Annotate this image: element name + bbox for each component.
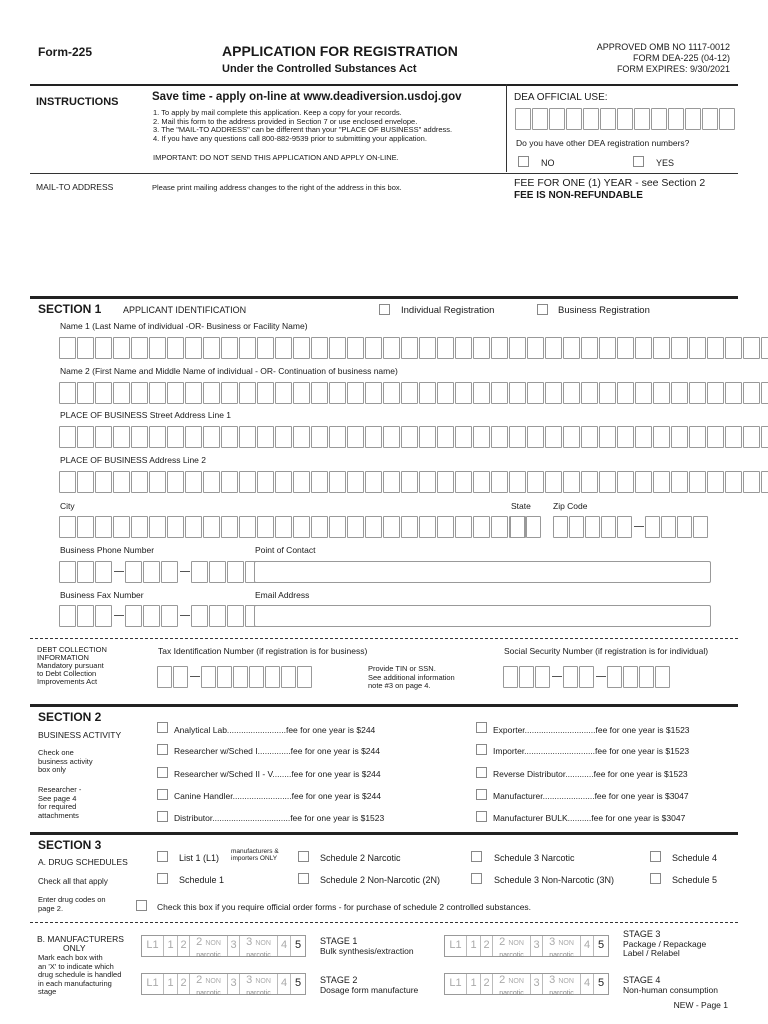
manufacturers-divider [30, 922, 738, 923]
sched1-label: Schedule 1 [179, 875, 225, 885]
distributor-label: Distributor.................................fee for one year is $1523 [174, 813, 385, 823]
grid-cell-3n-non: NON [558, 978, 574, 985]
grid-cell-2n-num: 2 [196, 936, 203, 948]
grid-cell-2[interactable]: 2 [481, 936, 493, 956]
researcher-sched1-label: Researcher w/Sched I..............fee for one year is $244 [174, 746, 380, 756]
mfr-heading-line: B. MANUFACTURERS [37, 934, 124, 944]
importer-label: Importer..............................fee for one year is $1523 [493, 746, 690, 756]
grid-cell-2n-non: NON [205, 940, 221, 947]
section2-heading: SECTION 2 [38, 710, 102, 724]
grid-cell-3n-num: 3 [246, 974, 253, 986]
manufacturer-label: Manufacturer......................fee for one year is $3047 [493, 791, 689, 801]
stage1-schedule-grid[interactable] [141, 935, 306, 957]
reverse-distributor-label: Reverse Distributor............fee for one year is $1523 [493, 769, 688, 779]
list1-note-line: manufacturers & [231, 848, 279, 855]
grid-cell-3n-non: NON [255, 978, 271, 985]
manufacturer-bulk-label: Manufacturer BULK..........fee for one year is $3047 [493, 813, 686, 823]
grid-cell-2[interactable]: 2 [178, 974, 190, 994]
business-registration-checkbox[interactable] [537, 304, 548, 315]
grid-cell-2n[interactable] [493, 974, 531, 997]
sched4-label: Schedule 4 [672, 853, 718, 863]
researcher-sched1-checkbox[interactable] [157, 744, 168, 755]
stage2-schedule-grid[interactable] [141, 973, 306, 995]
grid-cell-3n-non: NON [255, 940, 271, 947]
stage3-desc: Label / Relabel [623, 948, 680, 958]
grid-cell-3n-non: NON [558, 940, 574, 947]
omb-number: APPROVED OMB NO 1117-0012 [596, 42, 730, 52]
grid-cell-3n[interactable] [240, 974, 278, 997]
address1-label: PLACE OF BUSINESS Street Address Line 1 [60, 410, 232, 420]
check-note-line: box only [38, 765, 66, 774]
state-label: State [511, 501, 531, 511]
mfr-heading-line: ONLY [63, 942, 86, 953]
grid-cell-5[interactable]: 5 [597, 939, 605, 951]
stage3-title: STAGE 3 [623, 929, 661, 939]
check-note-line: Check one [38, 748, 74, 757]
stage2-desc: Dosage form manufacture [320, 984, 419, 995]
individual-registration-label: Individual Registration [401, 305, 495, 316]
manufacturer-bulk-checkbox[interactable] [476, 811, 487, 822]
exporter-label: Exporter..............................fee for one year is $1523 [493, 725, 690, 735]
list1-label: List 1 (L1) [179, 853, 220, 863]
section2-check-note [38, 749, 93, 775]
grid-cell-5[interactable]: 5 [294, 939, 302, 951]
form-subtitle: Under the Controlled Substances Act [222, 63, 417, 75]
stage3-schedule-grid[interactable] [444, 935, 609, 957]
grid-cell-2n-sub: narcotic [499, 952, 524, 959]
name1-label: Name 1 (Last Name of individual -OR- Business or Facility Name) [60, 321, 308, 331]
debt-divider [30, 638, 738, 639]
instruction-item: 1. To apply by mail complete this application. Keep a copy for your records. [153, 108, 402, 117]
stage1-desc: Bulk synthesis/extraction [320, 945, 414, 956]
individual-registration-checkbox[interactable] [379, 304, 390, 315]
city-label: City [60, 501, 75, 511]
mfr-note-line: an 'X' to indicate which [38, 961, 114, 971]
name2-label: Name 2 (First Name and Middle Name of individual - OR- Continuation of business name) [60, 366, 398, 376]
sched2-narcotic-checkbox[interactable] [298, 851, 309, 862]
grid-cell-1[interactable]: 1 [467, 936, 481, 956]
contact-input[interactable] [254, 561, 711, 583]
fax-label: Business Fax Number [60, 590, 144, 600]
debt-line: Mandatory pursuant [37, 661, 104, 670]
analytical-lab-label: Analytical Lab.........................fee for one year is $244 [174, 725, 376, 735]
mfr-note-line: in each manufacturing [38, 978, 112, 988]
stage4-desc: Non-human consumption [623, 984, 718, 995]
sched5-label: Schedule 5 [672, 875, 718, 885]
stage1-label [320, 937, 414, 956]
sched2n-checkbox[interactable] [298, 873, 309, 884]
instruction-item: 4. If you have any questions call 800-882-9539 prior to submitting your application. [153, 133, 427, 143]
debt-heading: DEBT COLLECTION INFORMATION [37, 645, 107, 662]
section3-heading: SECTION 3 [38, 838, 102, 852]
grid-cell-2n-non: NON [508, 978, 524, 985]
address2-label: PLACE OF BUSINESS Address Line 2 [60, 455, 206, 465]
grid-cell-2n[interactable] [190, 974, 228, 997]
sched3n-checkbox[interactable] [471, 873, 482, 884]
researcher-note [38, 786, 81, 820]
phone-input[interactable] [59, 561, 263, 583]
grid-cell-3n-sub: narcotic [549, 952, 574, 959]
contact-label: Point of Contact [255, 545, 316, 555]
list1-checkbox[interactable] [157, 851, 168, 862]
email-input[interactable] [254, 605, 711, 627]
tin-note-line: note #3 on page 4. [368, 681, 431, 690]
grid-cell-5[interactable]: 5 [294, 977, 302, 989]
sched5-checkbox[interactable] [650, 873, 661, 884]
sched2n-label: Schedule 2 Non-Narcotic (2N) [320, 875, 441, 885]
section3-sub: A. DRUG SCHEDULES [38, 857, 128, 867]
ssn-input[interactable] [503, 666, 671, 688]
grid-cell-2n-non: NON [508, 940, 524, 947]
check-all-label: Check all that apply [38, 877, 108, 886]
distributor-checkbox[interactable] [157, 811, 168, 822]
grid-cell-2n[interactable] [493, 936, 531, 959]
grid-cell-2[interactable]: 2 [178, 936, 190, 956]
no-label: NO [541, 158, 555, 168]
researcher-note-line: attachments [38, 810, 79, 820]
enter-codes-note [38, 896, 106, 913]
grid-cell-3[interactable]: 3 [228, 974, 240, 994]
grid-cell-l1[interactable]: L1 [445, 974, 467, 994]
researcher-note-line: See page 4 [38, 793, 77, 803]
form-expires: FORM EXPIRES: 9/30/2021 [616, 64, 730, 74]
sched2-narcotic-label: Schedule 2 Narcotic [320, 853, 401, 863]
grid-cell-3n[interactable] [543, 936, 581, 959]
grid-cell-2n-sub: narcotic [499, 990, 524, 997]
manufacturers-note [38, 954, 121, 997]
grid-cell-l1[interactable]: L1 [142, 974, 164, 994]
instruction-item: 2. Mail this form to the address provided in Section 7 or use enclosed envelope. [153, 116, 418, 126]
section2-rule [30, 704, 738, 707]
debt-line: to Debt Collection [37, 669, 97, 678]
official-use-label: DEA OFFICIAL USE: [514, 92, 608, 103]
grid-cell-2n-sub: narcotic [196, 990, 221, 997]
mfr-note-line: Mark each box with [38, 953, 103, 962]
researcher-sched2-5-checkbox[interactable] [157, 767, 168, 778]
grid-cell-3n-sub: narcotic [246, 952, 271, 959]
grid-cell-3n-sub: narcotic [246, 990, 271, 997]
stage2-title: STAGE 2 [320, 975, 358, 985]
mfr-note-line: stage [38, 987, 57, 996]
stage4-schedule-grid[interactable] [444, 973, 609, 995]
address1-input[interactable] [59, 426, 768, 448]
section1-heading: SECTION 1 [38, 302, 102, 316]
zip-input[interactable] [553, 516, 709, 538]
mailto-note: Please print mailing address changes to the right of the address in this box. [152, 183, 402, 192]
grid-cell-1[interactable]: 1 [164, 936, 178, 956]
check-note-line: business activity [38, 756, 93, 766]
fee-line-2: FEE IS NON-REFUNDABLE [514, 190, 643, 201]
grid-cell-3n-num: 3 [246, 936, 253, 948]
phone-label: Business Phone Number [60, 545, 155, 555]
sched3-narcotic-checkbox[interactable] [471, 851, 482, 862]
tin-note-line: See additional information [368, 672, 455, 682]
grid-cell-l1[interactable]: L1 [445, 936, 467, 956]
grid-cell-2n-num: 2 [499, 936, 506, 948]
debt-info [37, 646, 137, 686]
grid-cell-3[interactable]: 3 [531, 974, 543, 994]
order-forms-checkbox[interactable] [136, 900, 147, 911]
tin-note [368, 665, 455, 691]
grid-cell-4[interactable]: 4 [278, 936, 291, 956]
section1-rule [30, 296, 738, 299]
stage4-title: STAGE 4 [623, 975, 661, 985]
grid-cell-3[interactable]: 3 [228, 936, 240, 956]
instruction-list [153, 109, 452, 143]
tin-input[interactable] [157, 666, 313, 688]
fax-input[interactable] [59, 605, 263, 627]
tin-note-line: Provide TIN or SSN. [368, 664, 436, 673]
sched3-narcotic-label: Schedule 3 Narcotic [494, 853, 575, 863]
sched4-checkbox[interactable] [650, 851, 661, 862]
state-input[interactable] [510, 516, 542, 538]
official-use-boxes [515, 108, 736, 130]
grid-cell-3n[interactable] [543, 974, 581, 997]
list1-note-line: importers ONLY [231, 855, 278, 862]
name1-input[interactable] [59, 337, 768, 359]
importer-checkbox[interactable] [476, 744, 487, 755]
stage4-label [623, 976, 718, 995]
mailto-rule [30, 173, 738, 174]
grid-cell-2n-sub: narcotic [196, 952, 221, 959]
grid-cell-l1[interactable]: L1 [142, 936, 164, 956]
stage3-label [623, 930, 706, 959]
section1-sub: APPLICANT IDENTIFICATION [123, 305, 247, 315]
mailto-label: MAIL-TO ADDRESS [36, 182, 114, 192]
enter-codes-line: page 2. [38, 903, 64, 913]
researcher-sched2-5-label: Researcher w/Sched II - V........fee for one year is $244 [174, 769, 381, 779]
instructions-heading: INSTRUCTIONS [36, 96, 119, 108]
yes-checkbox[interactable] [633, 156, 644, 167]
stage3-desc: Package / Repackage [623, 938, 707, 949]
grid-cell-3n[interactable] [240, 936, 278, 959]
city-input[interactable] [59, 516, 527, 538]
form-code: FORM DEA-225 (04-12) [632, 53, 730, 63]
zip-label: Zip Code [553, 501, 588, 511]
grid-cell-2n[interactable] [190, 936, 228, 959]
grid-cell-1[interactable]: 1 [467, 974, 481, 994]
grid-cell-4[interactable]: 4 [278, 974, 291, 994]
grid-cell-3[interactable]: 3 [531, 936, 543, 956]
grid-cell-2n-non: NON [205, 978, 221, 985]
debt-line: Improvements Act [37, 677, 98, 686]
no-checkbox[interactable] [518, 156, 529, 167]
grid-cell-4[interactable]: 4 [581, 936, 594, 956]
grid-cell-3n-num: 3 [549, 936, 556, 948]
online-link[interactable]: Save time - apply on-line at www.deadiversion.usdoj.gov [152, 91, 462, 103]
analytical-lab-checkbox[interactable] [157, 722, 168, 733]
instruction-item: 3. The "MAIL-TO ADDRESS" can be different than your "PLACE OF BUSINESS" address. [153, 125, 453, 135]
other-registration-question: Do you have other DEA registration numbers? [516, 138, 690, 148]
important-note: IMPORTANT: DO NOT SEND THIS APPLICATION AND APPLY ON-LINE. [153, 153, 399, 162]
page-footer: NEW - Page 1 [673, 1000, 728, 1010]
tin-label: Tax Identification Number (if registration is for business) [158, 646, 368, 656]
grid-cell-3n-num: 3 [549, 974, 556, 986]
grid-cell-5[interactable]: 5 [597, 977, 605, 989]
header-rule [30, 84, 738, 86]
reverse-distributor-checkbox[interactable] [476, 767, 487, 778]
enter-codes-line: Enter drug codes on [38, 895, 106, 904]
manufacturer-checkbox[interactable] [476, 789, 487, 800]
sched3n-label: Schedule 3 Non-Narcotic (3N) [494, 875, 615, 885]
exporter-checkbox[interactable] [476, 722, 487, 733]
stage2-label [320, 976, 418, 995]
section3-rule [30, 832, 738, 835]
grid-cell-4[interactable]: 4 [581, 974, 594, 994]
list1-note [231, 848, 279, 862]
grid-cell-2n-num: 2 [499, 974, 506, 986]
manufacturers-heading [37, 935, 124, 952]
fee-line-1: FEE FOR ONE (1) YEAR - see Section 2 [514, 177, 706, 189]
researcher-note-line: for required [38, 802, 77, 811]
grid-cell-3n-sub: narcotic [549, 990, 574, 997]
grid-cell-1[interactable]: 1 [164, 974, 178, 994]
ssn-label: Social Security Number (if registration is for individual) [504, 646, 709, 656]
mfr-note-line: drug schedule is handled [38, 970, 122, 979]
stage1-title: STAGE 1 [320, 936, 358, 946]
section2-sub: BUSINESS ACTIVITY [38, 730, 122, 740]
form-number: Form-225 [38, 45, 93, 59]
business-registration-label: Business Registration [558, 305, 650, 316]
canine-handler-label: Canine Handler.........................fee for one year is $244 [174, 791, 381, 801]
official-divider [506, 84, 507, 172]
address2-input[interactable] [59, 471, 768, 493]
sched1-checkbox[interactable] [157, 873, 168, 884]
email-label: Email Address [255, 590, 310, 600]
name2-input[interactable] [59, 382, 768, 404]
yes-label: YES [656, 158, 675, 168]
canine-handler-checkbox[interactable] [157, 789, 168, 800]
order-forms-label: Check this box if you require official order forms - for purchase of schedule 2 controlled substances. [157, 902, 532, 912]
researcher-note-line: Researcher - [38, 785, 82, 794]
form-title: APPLICATION FOR REGISTRATION [222, 43, 458, 59]
grid-cell-2[interactable]: 2 [481, 974, 493, 994]
grid-cell-2n-num: 2 [196, 974, 203, 986]
